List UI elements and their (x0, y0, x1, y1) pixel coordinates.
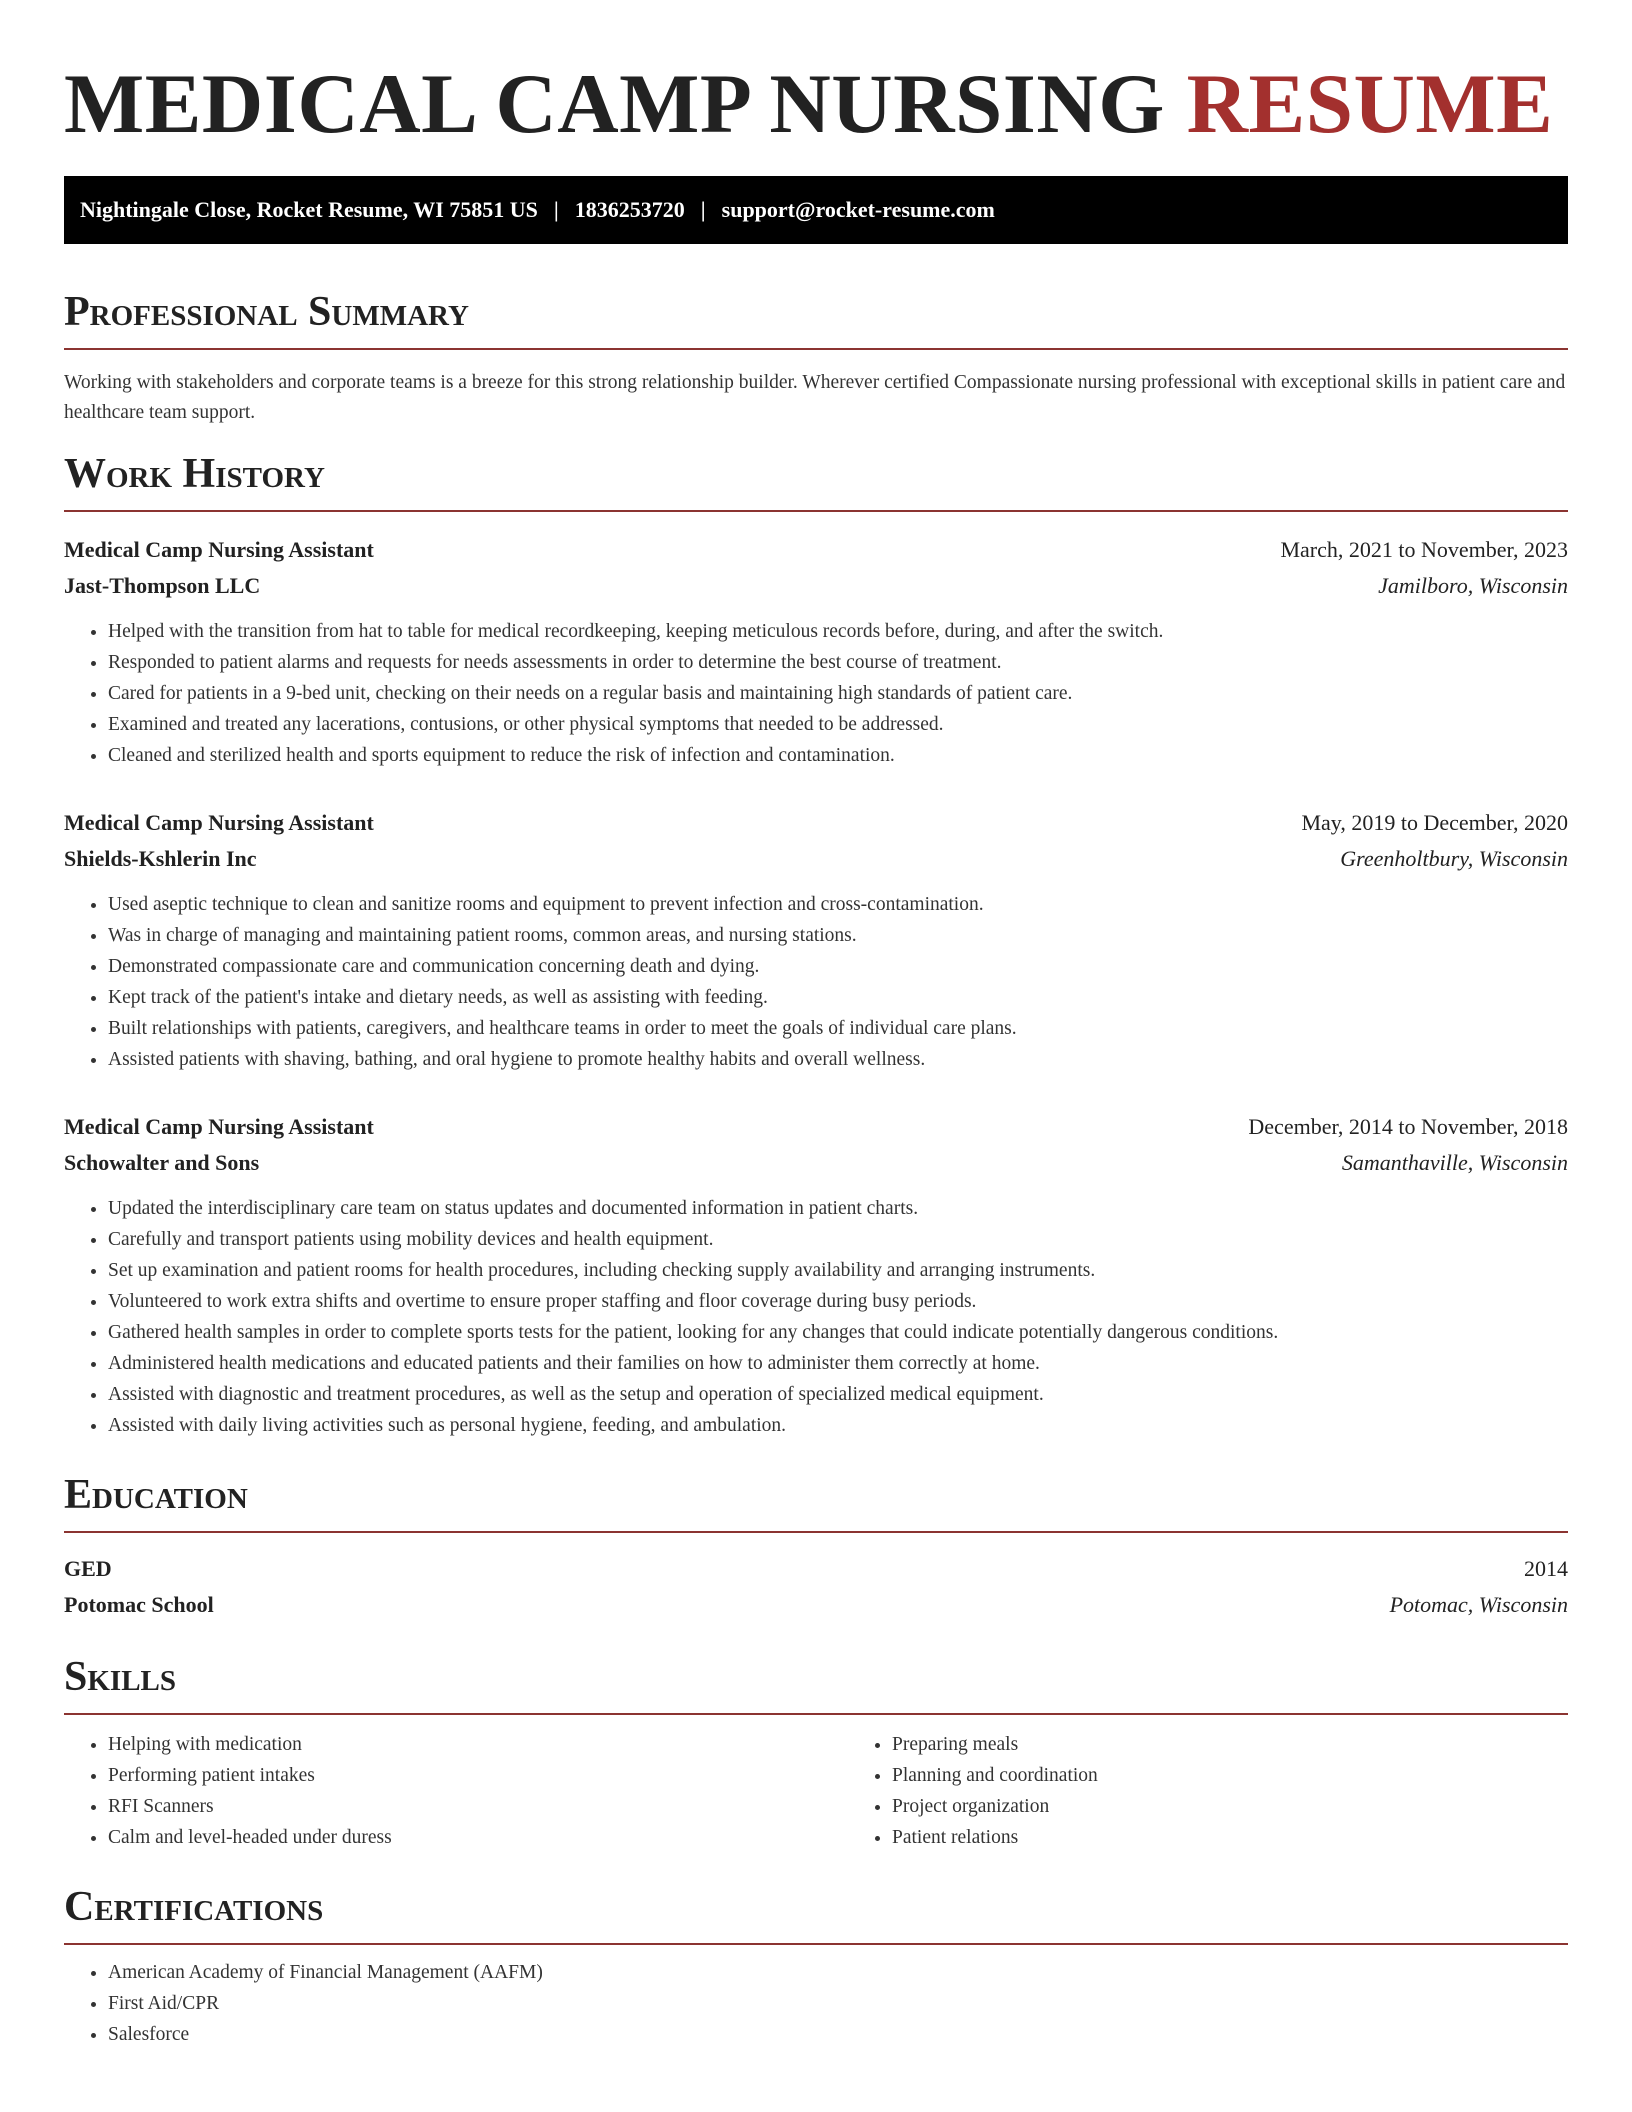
list-item: • Planning and coordination (892, 1760, 1568, 1791)
list-item: • Was in charge of managing and maintaining patient rooms, common areas, and nursing stations. (108, 920, 1568, 951)
job-bullets (64, 889, 1568, 1075)
list-item: • Cared for patients in a 9-bed unit, checking on their needs on a regular basis and maintaining high standards of patient care. (108, 678, 1568, 709)
contact-separator: | (553, 197, 559, 222)
list-item: • Administered health medications and educated patients and their families on how to administer them correctly at home. (108, 1348, 1568, 1379)
list-item: • Project organization (892, 1791, 1568, 1822)
list-item: • Demonstrated compassionate care and communication concerning death and dying. (108, 951, 1568, 982)
list-item: • Helping with medication (108, 1729, 848, 1760)
contact-email[interactable]: support@rocket-resume.com (721, 197, 995, 222)
job-location: Greenholtbury, Wisconsin (1340, 846, 1568, 871)
job-entry (64, 532, 1568, 771)
summary-section (64, 288, 1568, 428)
skills-section (64, 1653, 1568, 1853)
certifications-section (64, 1883, 1568, 2050)
job-entry (64, 805, 1568, 1075)
job-dates: March, 2021 to November, 2023 (1280, 537, 1568, 562)
certifications-list (64, 1957, 1568, 2050)
list-item: • Patient relations (892, 1822, 1568, 1853)
job-company: Shields-Kshlerin Inc (64, 846, 257, 871)
title-main: MEDICAL CAMP NURSING (64, 57, 1165, 151)
list-item: • Helped with the transition from hat to table for medical recordkeeping, keeping meticulous records before, during, and after the switch. (108, 616, 1568, 647)
list-item: • Volunteered to work extra shifts and overtime to ensure proper staffing and floor coverage during busy periods. (108, 1286, 1568, 1317)
summary-text: Working with stakeholders and corporate teams is a breeze for this strong relationship builder. Wherever certified Compassionate nursing professional with exceptional skills in patient care and healthcare team support. (64, 372, 1566, 423)
education-degree: GED (64, 1556, 112, 1581)
list-item: • Responded to patient alarms and requests for needs assessments in order to determine the best course of treatment. (108, 647, 1568, 678)
list-item: • Cleaned and sterilized health and sports equipment to reduce the risk of infection and contamination. (108, 740, 1568, 771)
skills-list-right (848, 1729, 1568, 1853)
contact-address: Nightingale Close, Rocket Resume, WI 75851 US (80, 197, 538, 222)
list-item: • Assisted with daily living activities such as personal hygiene, feeding, and ambulation. (108, 1410, 1568, 1441)
section-divider (64, 1943, 1568, 1945)
job-dates: December, 2014 to November, 2018 (1248, 1114, 1568, 1139)
section-divider (64, 510, 1568, 512)
section-heading: Professional Summary (64, 289, 469, 335)
job-bullets (64, 1193, 1568, 1441)
list-item: • RFI Scanners (108, 1791, 848, 1822)
section-divider (64, 1531, 1568, 1533)
section-divider (64, 1713, 1568, 1715)
section-heading: Education (64, 1472, 248, 1518)
list-item: • Preparing meals (892, 1729, 1568, 1760)
list-item: • American Academy of Financial Management (AAFM) (108, 1957, 1568, 1988)
list-item: • Assisted patients with shaving, bathing, and oral hygiene to promote healthy habits and overall wellness. (108, 1044, 1568, 1075)
job-title: Medical Camp Nursing Assistant (64, 1114, 374, 1139)
list-item: • Kept track of the patient's intake and dietary needs, as well as assisting with feeding. (108, 982, 1568, 1013)
list-item: • Calm and level-headed under duress (108, 1822, 848, 1853)
education-entry (64, 1551, 1568, 1623)
section-heading: Certifications (64, 1884, 324, 1930)
job-dates: May, 2019 to December, 2020 (1301, 810, 1568, 835)
job-location: Samanthaville, Wisconsin (1341, 1150, 1568, 1175)
job-title: Medical Camp Nursing Assistant (64, 537, 374, 562)
resume-title (64, 56, 1568, 152)
section-heading: Skills (64, 1654, 177, 1700)
list-item: • Used aseptic technique to clean and sanitize rooms and equipment to prevent infection and cross-contamination. (108, 889, 1568, 920)
list-item: • First Aid/CPR (108, 1988, 1568, 2019)
skills-columns (64, 1729, 1568, 1853)
section-divider (64, 348, 1568, 350)
job-company: Schowalter and Sons (64, 1150, 260, 1175)
list-item: • Examined and treated any lacerations, contusions, or other physical symptoms that needed to be addressed. (108, 709, 1568, 740)
job-company: Jast-Thompson LLC (64, 573, 261, 598)
list-item: • Gathered health samples in order to complete sports tests for the patient, looking for any changes that could indicate potentially dangerous conditions. (108, 1317, 1568, 1348)
education-year: 2014 (1524, 1556, 1568, 1581)
list-item: • Set up examination and patient rooms for health procedures, including checking supply availability and arranging instruments. (108, 1255, 1568, 1286)
work-history-section (64, 450, 1568, 1441)
contact-bar (64, 176, 1568, 244)
job-location: Jamilboro, Wisconsin (1378, 573, 1568, 598)
title-accent: RESUME (1186, 57, 1554, 151)
section-heading: Work History (64, 451, 325, 497)
job-bullets (64, 616, 1568, 771)
job-title: Medical Camp Nursing Assistant (64, 810, 374, 835)
list-item: • Built relationships with patients, caregivers, and healthcare teams in order to meet the goals of individual care plans. (108, 1013, 1568, 1044)
list-item: • Updated the interdisciplinary care team on status updates and documented information in patient charts. (108, 1193, 1568, 1224)
contact-separator: | (700, 197, 706, 222)
list-item: • Performing patient intakes (108, 1760, 848, 1791)
education-location: Potomac, Wisconsin (1389, 1592, 1568, 1617)
list-item: • Carefully and transport patients using mobility devices and health equipment. (108, 1224, 1568, 1255)
list-item: • Salesforce (108, 2019, 1568, 2050)
job-entry (64, 1109, 1568, 1441)
skills-list-left (64, 1729, 848, 1853)
list-item: • Assisted with diagnostic and treatment procedures, as well as the setup and operation of specialized medical equipment. (108, 1379, 1568, 1410)
education-section (64, 1471, 1568, 1623)
education-school: Potomac School (64, 1592, 214, 1617)
contact-phone: 1836253720 (574, 197, 685, 222)
